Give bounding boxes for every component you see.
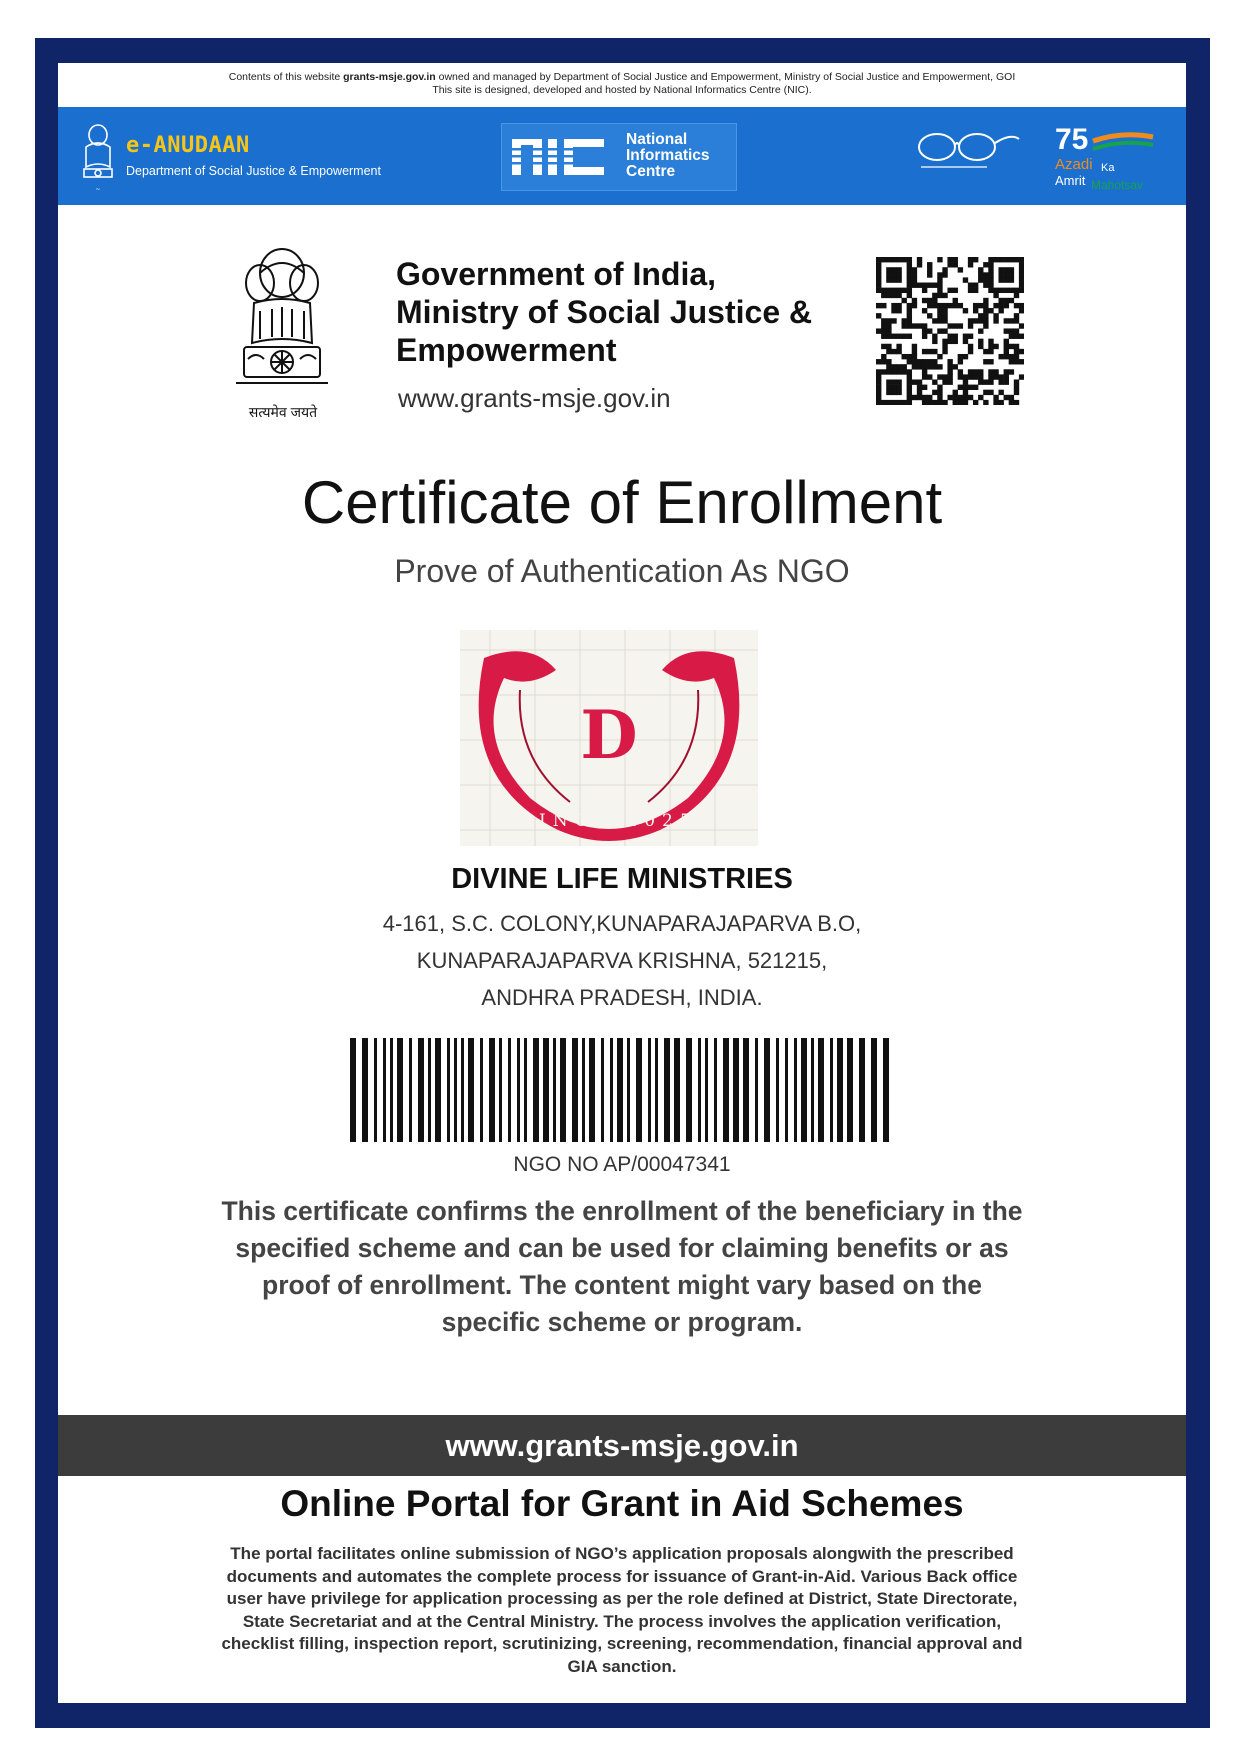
- nic-logo-block: [501, 123, 737, 191]
- footer-url: www.grants-msje.gov.in: [445, 1428, 799, 1463]
- ngo-name: DIVINE LIFE MINISTRIES: [451, 863, 793, 895]
- certificate-subtitle: Prove of Authentication As NGO: [394, 553, 850, 589]
- footer-url-bar: [58, 1415, 1186, 1476]
- svg-text:SINCE 2025: SINCE 2025: [520, 811, 698, 831]
- svg-text:D: D: [580, 696, 638, 774]
- ngo-number: NGO NO AP/00047341: [513, 1153, 731, 1176]
- header-banner: [58, 107, 1186, 205]
- portal-title: Online Portal for Grant in Aid Schemes: [280, 1483, 964, 1524]
- issuing-authority: Government of India, Ministry of Social Justice & Empowerment: [396, 256, 813, 368]
- department-name: Department of Social Justice & Empowerment: [126, 164, 381, 178]
- site-notice: Contents of this website grants-msje.gov.in owned and managed by Department of Social Justice and Empowerment, Ministry of Social Justice and Empowerment, GOI This site is designed, developed and hosted by National Informatics Centre (NIC).: [58, 71, 1186, 97]
- emblem-motto: सत्यमेव जयते: [248, 404, 318, 420]
- svg-text:Azadi: Azadi: [1055, 156, 1093, 173]
- barcode-icon: [350, 1038, 894, 1142]
- certificate-sheet: [58, 63, 1186, 1703]
- ngo-address-line-1: 4-161, S.C. COLONY,KUNAPARAJAPARVA B.O,: [382, 911, 862, 936]
- swachh-bharat-glasses-icon: [915, 125, 1023, 183]
- government-website: www.grants-msje.gov.in: [398, 383, 671, 413]
- svg-text:Amrit: Amrit: [1055, 173, 1086, 188]
- ngo-address-line-2: KUNAPARAJAPARVA KRISHNA, 521215,: [416, 948, 828, 973]
- svg-text:Ka: Ka: [1101, 162, 1115, 174]
- ashoka-emblem-icon: [230, 243, 334, 403]
- portal-description: The portal facilitates online submission of NGO’s application proposals alongwith the prescribed documents and automates the complete process for issuance of Grant-in-Aid. Various Back office user have privilege for application processing as per the role defined at District, State Directorate, State Secretariat and at the Central Ministry. The process involves the application verification, checklist filling, inspection report, scrutinizing, screening, recommendation, financial approval and GIA sanction.: [221, 1544, 1023, 1676]
- qr-code-icon: [876, 257, 1024, 405]
- ngo-address-line-3: ANDHRA PRADESH, INDIA.: [481, 985, 763, 1010]
- azadi-ka-amrit-mahotsav-icon: [1053, 119, 1173, 195]
- nic-logo-icon: [512, 135, 620, 179]
- ngo-logo-icon: [460, 630, 758, 846]
- svg-text:~: ~: [95, 186, 101, 193]
- svg-text:Mahotsav: Mahotsav: [1091, 178, 1144, 192]
- nic-name: National Informatics Centre: [626, 131, 710, 180]
- svg-text:75: 75: [1055, 123, 1089, 156]
- certificate-title: Certificate of Enrollment: [301, 469, 943, 536]
- site-notice-line2: This site is designed, developed and hosted by National Informatics Centre (NIC).: [432, 84, 812, 96]
- portal-name: e-ANUDAAN: [126, 133, 250, 158]
- site-name: grants-msje.gov.in: [343, 71, 436, 83]
- ashoka-emblem-icon: [74, 121, 122, 195]
- certificate-statement: This certificate confirms the enrollment of the beneficiary in the specified scheme and can be used for claiming benefits or as proof of enrollment. The content might vary based on the specific scheme or program.: [221, 1196, 1023, 1337]
